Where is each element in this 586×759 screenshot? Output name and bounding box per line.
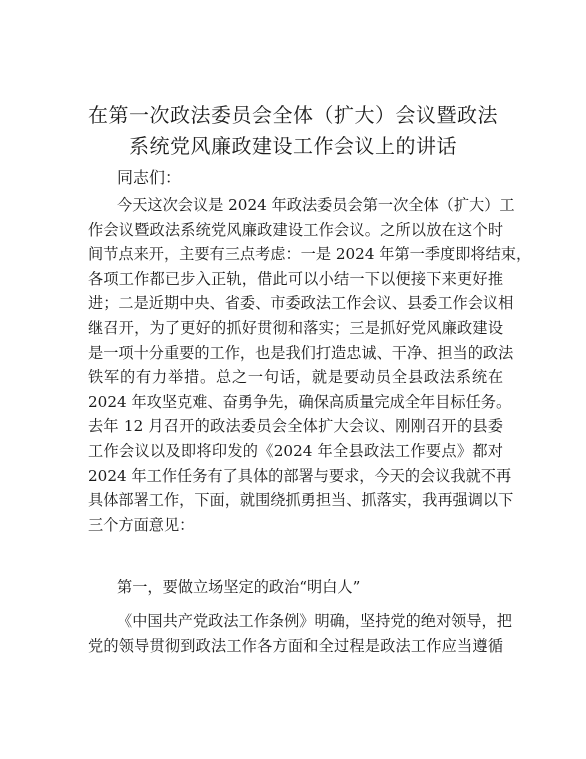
- title-line-2: 系统党风廉政建设工作会议上的讲话: [129, 134, 457, 158]
- paragraph-1-line: 工作会议以及即将印发的《2024 年全县政法工作要点》都对: [88, 441, 503, 460]
- paragraph-2: [88, 609, 512, 659]
- paragraph-1-line: 具体部署工作，下面，就围绕抓勇担当、抓落实，我再强调以下: [88, 491, 514, 510]
- paragraph-1-line: 各项工作都已步入正轨，借此可以小结一下以便接下来更好推: [88, 269, 503, 288]
- paragraph-1: [88, 193, 532, 537]
- paragraph-1-line: 是一项十分重要的工作，也是我们打造忠诚、干净、担当的政法: [88, 343, 514, 362]
- section-heading: 第一，要做立场坚定的政治“明白人”: [117, 578, 361, 596]
- paragraph-1-line: 铁军的有力举措。总之一句话，就是要动员全县政法系统在: [88, 368, 503, 387]
- paragraph-2-line: 《中国共产党政法工作条例》明确，坚持党的绝对领导，把: [117, 612, 512, 630]
- paragraph-1-line: 2024 年攻坚克难、奋勇争先，确保高质量完成全年目标任务。: [88, 392, 512, 411]
- paragraph-1-line: 进；二是近期中央、省委、市委政法工作会议、县委工作会议相: [88, 294, 514, 313]
- paragraph-1-line: 今天这次会议是 2024 年政法委员会第一次全体（扩大）工: [117, 196, 515, 214]
- paragraph-1-line: 作会议暨政法系统党风廉政建设工作会议。之所以放在这个时: [88, 220, 503, 239]
- paragraph-1-line: 三个方面意见：: [88, 515, 195, 534]
- title-line-1: 在第一次政法委员会全体（扩大）会议暨政法: [88, 103, 498, 127]
- salutation: 同志们：: [117, 168, 182, 187]
- paragraph-1-line: 去年 12 月召开的政法委员会全体扩大会议、刚刚召开的县委: [88, 417, 503, 436]
- paragraph-1-line: 间节点来开，主要有三点考虑：一是 2024 年第一季度即将结束，: [88, 245, 532, 264]
- paragraph-1-line: 2024 年工作任务有了具体的部署与要求，今天的会议我就不再: [88, 466, 512, 485]
- document-title: [60, 100, 526, 162]
- paragraph-1-line: 继召开，为了更好的抓好贯彻和落实；三是抓好党风廉政建设: [88, 318, 503, 337]
- paragraph-2-line: 党的领导贯彻到政法工作各方面和全过程是政法工作应当遵循: [88, 637, 503, 655]
